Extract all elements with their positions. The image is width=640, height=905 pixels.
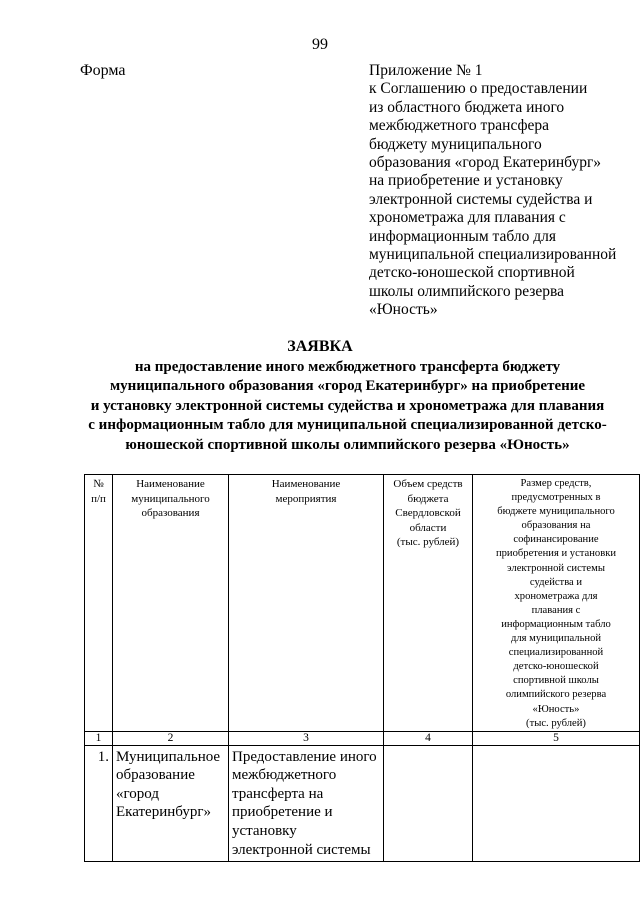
header-cell-municipality: Наименование муниципального образования (113, 475, 229, 732)
column-number: 5 (473, 731, 640, 745)
header-cell-regional-budget: Объем средств бюджета Свердловской области (тыс. рублей) (384, 475, 473, 732)
appendix-line: детско-юношеской спортивной (369, 264, 575, 282)
row-municipality: Муниципальное образование «город Екатеринбург» (113, 745, 229, 861)
appendix-line: образования «город Екатеринбург» (369, 154, 602, 172)
row-municipal-budget (473, 745, 640, 861)
appendix-line: электронной системы судейства и (369, 190, 593, 208)
row-regional-budget (384, 745, 473, 861)
header-cell-number: № п/п (85, 475, 113, 732)
header-cell-event: Наименование мероприятия (229, 475, 384, 732)
appendix-line: «Юность» (369, 301, 438, 319)
row-event: Предоставление иного межбюджетного трансферта на приобретение и установку электронной системы (229, 745, 384, 861)
table-header-row (85, 475, 640, 732)
subtitle-line: и установку электронной системы судейства и хронометража для плавания (90, 397, 605, 414)
page-number: 99 (312, 36, 328, 53)
appendix-line: межбюджетного трансфера (369, 117, 550, 135)
subtitle-line: юношеской спортивной школы олимпийского резерва «Юность» (125, 436, 570, 453)
appendix-line: информационным табло для (369, 227, 556, 245)
column-number: 4 (384, 731, 473, 745)
table-row (85, 745, 640, 861)
column-number: 3 (229, 731, 384, 745)
appendix-line: бюджету муниципального (369, 135, 542, 153)
document-subtitle (75, 358, 620, 455)
column-number-row (85, 731, 640, 745)
column-number: 2 (113, 731, 229, 745)
application-table (84, 474, 640, 862)
appendix-line: муниципальной специализированной (369, 246, 617, 264)
header-cell-municipal-budget: Размер средств, предусмотренных в бюджете муниципального образования на софинансирование приобретения и установки электронной системы судейства и хронометража для плавания с информационным табло для муниципальной специализированной детско-юношеской спортивной школы олимпийского резерва «Юность» (тыс. рублей) (473, 475, 640, 732)
appendix-line: Приложение № 1 (369, 62, 483, 79)
appendix-line: хронометража для плавания с (369, 209, 566, 227)
subtitle-line: с информационным табло для муниципальной специализированной детско- (88, 417, 607, 434)
document-title: ЗАЯВКА (287, 338, 353, 355)
appendix-line: школы олимпийского резерва (369, 282, 565, 300)
appendix-line: к Соглашению о предоставлении (369, 80, 588, 98)
subtitle-line: муниципального образования «город Екатеринбург» на приобретение (109, 378, 586, 395)
form-label: Форма (80, 62, 126, 79)
appendix-line: на приобретение и установку (369, 172, 563, 190)
column-number: 1 (85, 731, 113, 745)
subtitle-line: на предоставление иного межбюджетного трансферта бюджету (134, 359, 561, 375)
appendix-line: из областного бюджета иного (369, 98, 565, 116)
row-number: 1. (85, 745, 113, 861)
appendix-block (369, 62, 637, 320)
